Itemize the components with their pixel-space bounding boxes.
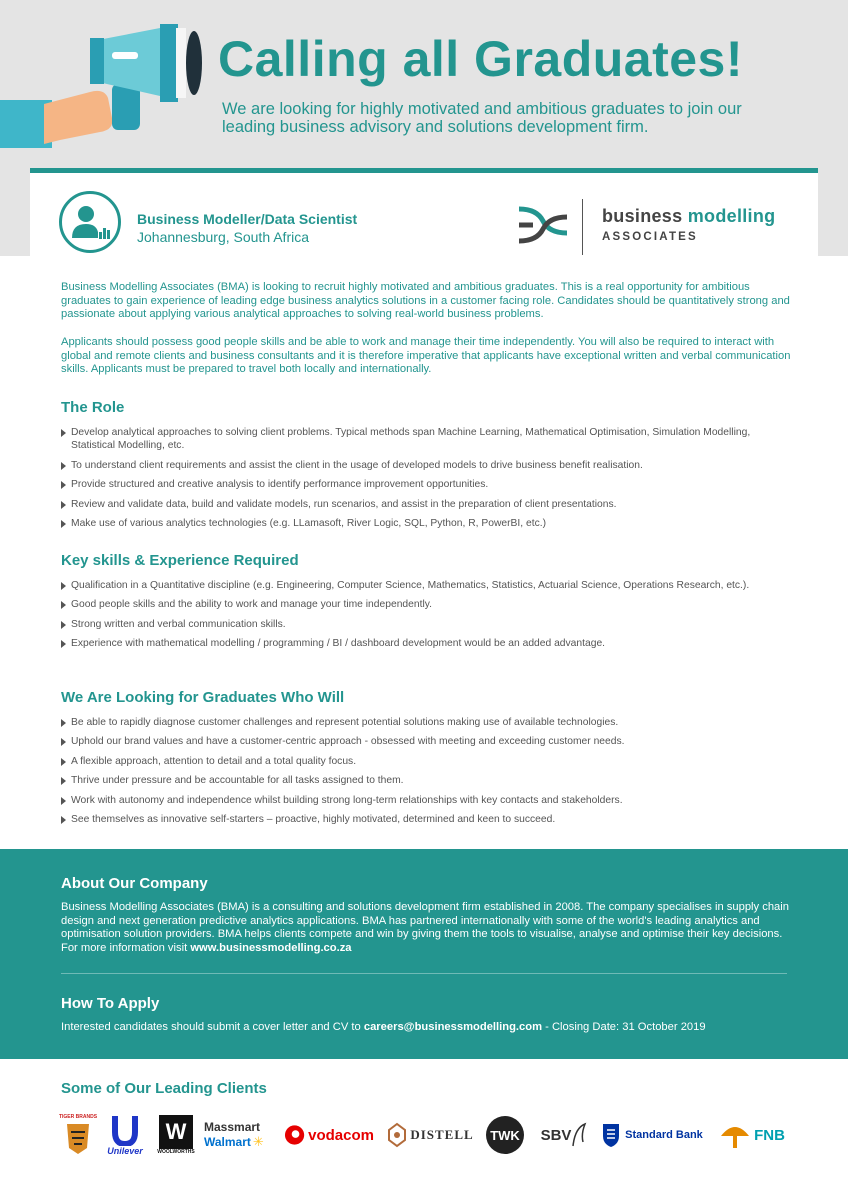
megaphone-icon xyxy=(0,22,215,152)
about-text: Business Modelling Associates (BMA) is a consulting and solutions development firm established in 2008. The company specialises in supply chain design and next generation predictive analytics applications. BMA has partnered internationally with some of the world's leading analytics and optimisation solution providers. BMA helps clients compete and win by giving them the tools to visualise, analyse and optimise their key decisions. For more information visit www.businessmodelling.co.za xyxy=(61,901,789,954)
email-link[interactable]: careers@businessmodelling.com xyxy=(363,1021,543,1033)
bullet-triangle-icon xyxy=(61,738,66,746)
bullet-triangle-icon xyxy=(61,429,66,437)
standard-bank-logo: Standard Bank xyxy=(598,1112,706,1158)
band-divider xyxy=(61,973,787,974)
bullet-triangle-icon xyxy=(61,582,66,590)
clients-heading: Some of Our Leading Clients xyxy=(61,1080,267,1097)
apply-text: Interested candidates should submit a cover letter and CV to careers@businessmodelling.com - Closing Date: 31 October 2019 xyxy=(61,1021,706,1033)
list-item: Provide structured and creative analysis to identify performance improvement opportunities. xyxy=(61,478,796,491)
massmart-walmart-logo: Massmart Walmart ✳ xyxy=(204,1120,264,1149)
fnb-logo: FNB xyxy=(714,1112,790,1158)
walmart-spark-icon: ✳ xyxy=(252,1134,264,1149)
vodacom-speech-icon xyxy=(284,1124,305,1146)
bullet-triangle-icon xyxy=(61,621,66,629)
list-item: To understand client requirements and assist the client in the usage of developed models to drive business benefit realisation. xyxy=(61,459,796,472)
job-title: Business Modeller/Data Scientist xyxy=(137,211,358,227)
position-card xyxy=(30,168,818,256)
sbv-logo: SBV xyxy=(538,1112,590,1158)
twk-logo: TWK xyxy=(484,1112,526,1158)
bullet-triangle-icon xyxy=(61,481,66,489)
job-location: Johannesburg, South Africa xyxy=(137,229,310,245)
skills-list xyxy=(61,579,796,657)
bma-logo-icon xyxy=(517,203,569,247)
bullet-triangle-icon xyxy=(61,640,66,648)
list-item: Uphold our brand values and have a customer-centric approach - obsessed with meeting and exceeding customer needs. xyxy=(61,735,796,748)
standard-bank-shield-icon xyxy=(601,1122,621,1148)
apply-heading: How To Apply xyxy=(61,995,160,1012)
company-info-band xyxy=(0,849,848,1059)
role-heading: The Role xyxy=(61,399,125,416)
graduates-list xyxy=(61,716,796,832)
bullet-triangle-icon xyxy=(61,462,66,470)
bullet-triangle-icon xyxy=(61,758,66,766)
distell-logo: DISTELL xyxy=(384,1112,476,1158)
list-item: Make use of various analytics technologies (e.g. LLamasoft, River Logic, SQL, Python, R, PowerBI, etc.) xyxy=(61,517,796,530)
intro-paragraph: Business Modelling Associates (BMA) is looking to recruit highly motivated and ambitious graduates. This is a real opportunity for ambitious graduates to gain experience of leading edge business analytics solutions in a customer facing role. Candidates should be quantitatively strong and passionate about applying various analytical approaches to solving real-world business problems. xyxy=(61,281,790,321)
company-logo-tagline: ASSOCIATES xyxy=(602,231,698,243)
tiger-brands-logo: TIGER BRANDS xyxy=(58,1112,98,1158)
list-item: See themselves as innovative self-starters – proactive, highly motivated, determined and keen to succeed. xyxy=(61,813,796,826)
unilever-logo: Unilever xyxy=(102,1112,148,1158)
logo-divider xyxy=(582,199,583,255)
skills-heading: Key skills & Experience Required xyxy=(61,552,299,569)
role-list xyxy=(61,426,796,536)
fnb-tree-icon xyxy=(719,1120,751,1150)
intro-paragraph: Applicants should possess good people skills and be able to work and manage their time independently. You will also be required to interact with global and remote clients and business consultants and it is therefore imperative that applicants have exceptional written and verbal communication skills. Applicants must be prepared to travel both locally and internationally. xyxy=(61,336,791,376)
list-item: Review and validate data, build and validate models, run scenarios, and assist in the preparation of client presentations. xyxy=(61,498,796,511)
distell-crest-icon xyxy=(386,1122,408,1148)
list-item: Develop analytical approaches to solving client problems. Typical methods span Machine Learning, Mathematical Optimisation, Simulation Modelling, Statistical Modelling, etc. xyxy=(61,426,796,453)
woolworths-w-icon: W xyxy=(159,1115,193,1149)
graduates-heading: We Are Looking for Graduates Who Will xyxy=(61,689,345,706)
list-item: Good people skills and the ability to work and manage your time independently. xyxy=(61,598,796,611)
list-item: Qualification in a Quantitative discipline (e.g. Engineering, Computer Science, Mathematics, Statistics, Actuarial Science, Operations Research, etc.). xyxy=(61,579,796,592)
page-headline: Calling all Graduates! xyxy=(218,31,744,87)
about-heading: About Our Company xyxy=(61,875,208,892)
bullet-triangle-icon xyxy=(61,501,66,509)
bullet-triangle-icon xyxy=(61,520,66,528)
website-link[interactable]: www.businessmodelling.co.za xyxy=(190,941,352,954)
company-logo-name: business modelling xyxy=(602,206,776,226)
bullet-triangle-icon xyxy=(61,797,66,805)
bullet-triangle-icon xyxy=(61,601,66,609)
list-item: Be able to rapidly diagnose customer challenges and represent potential solutions making use of available technologies. xyxy=(61,716,796,729)
list-item: Thrive under pressure and be accountable for all tasks assigned to them. xyxy=(61,774,796,787)
list-item: A flexible approach, attention to detail and a total quality focus. xyxy=(61,755,796,768)
sbv-bird-icon xyxy=(571,1122,587,1148)
list-item: Work with autonomy and independence whilst building strong long-term relationships with key contacts and stakeholders. xyxy=(61,794,796,807)
bullet-triangle-icon xyxy=(61,719,66,727)
list-item: Experience with mathematical modelling / programming / BI / dashboard development would be an added advantage. xyxy=(61,637,796,650)
vodacom-logo: vodacom xyxy=(284,1112,374,1158)
list-item: Strong written and verbal communication skills. xyxy=(61,618,796,631)
person-chart-icon xyxy=(59,191,121,253)
bullet-triangle-icon xyxy=(61,816,66,824)
bullet-triangle-icon xyxy=(61,777,66,785)
woolworths-logo: W WOOLWORTHS xyxy=(156,1112,196,1158)
page-subheading: We are looking for highly motivated and ambitious graduates to join our leading business advisory and solutions development firm. xyxy=(222,100,742,136)
